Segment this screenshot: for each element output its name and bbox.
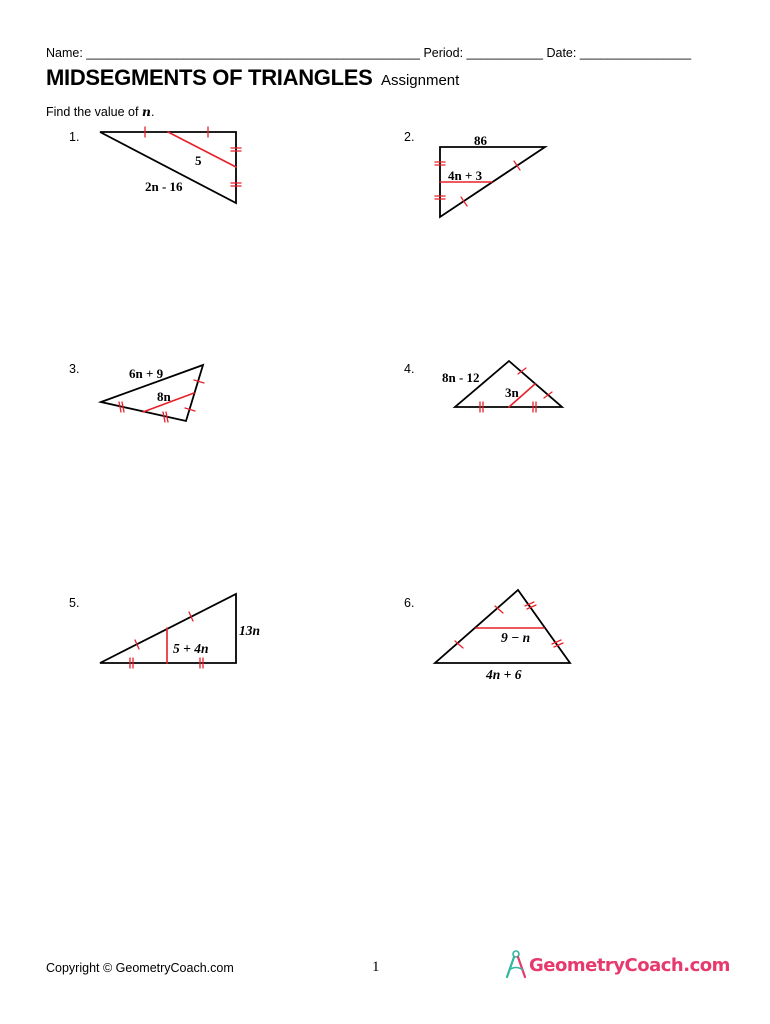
label-3b: 8n (157, 389, 171, 404)
triangle-5-outline (100, 594, 236, 663)
triangle-5 (100, 594, 236, 668)
header-fields: Name: ________________________________________________ Period: ___________ Date: ________________ (46, 46, 692, 60)
label-4b: 3n (505, 385, 519, 400)
problem-1-number: 1. (69, 130, 80, 144)
label-6b: 4n + 6 (486, 667, 522, 682)
brand-logo (503, 950, 730, 980)
label-5a: 13n (239, 623, 261, 638)
page-number: 1 (372, 959, 380, 975)
label-3a: 6n + 9 (129, 366, 164, 381)
label-1b: 2n - 16 (145, 179, 183, 194)
instructions-end: . (151, 105, 155, 119)
label-6a: 9 − n (501, 630, 531, 645)
label-2a: 86 (474, 133, 487, 148)
tick-marks-1 (145, 127, 241, 186)
instructions-text: Find the value of (46, 105, 139, 119)
midsegment-1 (168, 132, 236, 167)
label-5b: 5 + 4n (173, 641, 209, 656)
title-main: MIDSEGMENTS OF TRIANGLES (46, 65, 373, 90)
copyright: Copyright © GeometryCoach.com (46, 961, 234, 975)
problem-6-number: 6. (404, 596, 415, 610)
problem-5-number: 5. (69, 596, 80, 610)
instructions-variable: n (141, 104, 151, 119)
triangle-6 (435, 590, 570, 663)
label-1a: 5 (195, 153, 202, 168)
problem-4-number: 4. (404, 362, 415, 376)
problem-3-number: 3. (69, 362, 80, 376)
title-sub: Assignment (380, 72, 460, 89)
triangle-6-outline (435, 590, 570, 663)
problem-2-number: 2. (404, 130, 415, 144)
compass-icon (503, 950, 529, 980)
brand-name: GeometryCoach.com (529, 954, 730, 976)
label-2b: 4n + 3 (448, 168, 483, 183)
label-4a: 8n - 12 (442, 370, 480, 385)
